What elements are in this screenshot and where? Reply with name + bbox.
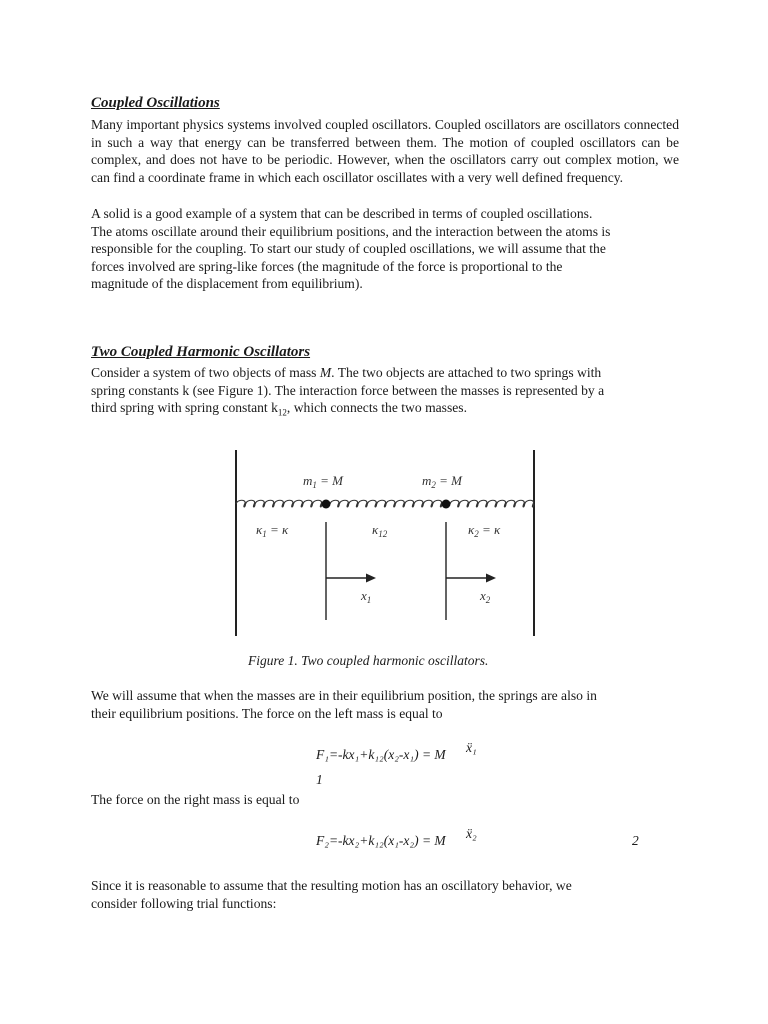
subscript: 12 (277, 407, 287, 418)
equation-1-acceleration: ẍ₁ (466, 740, 477, 755)
text-span: Consider a system of two objects of mass (91, 365, 320, 380)
mass-symbol: M (319, 365, 332, 380)
mass-1 (322, 500, 331, 509)
text-span: . The two objects are attached to two springs with (331, 365, 602, 380)
paragraph-line (91, 399, 679, 422)
figure-caption: Figure 1. Two coupled harmonic oscillators. (248, 653, 489, 668)
text-span: third spring with spring constant k (91, 400, 278, 416)
paragraph-line: spring constants k (see Figure 1). The interaction force between the masses is represented by a (91, 382, 605, 398)
paragraph-line: their equilibrium positions. The force on the left mass is equal to (91, 705, 443, 721)
paragraph-equilibrium (91, 687, 679, 722)
spring-middle (330, 500, 442, 507)
spring-12-label: $\kappa_{12}$ (372, 522, 388, 539)
spring-right (450, 500, 534, 507)
arrow-x1-head (366, 574, 376, 583)
paragraph-trial-functions (91, 877, 679, 912)
equation-2-number: 2 (632, 833, 639, 848)
paragraph-intro-text: Many important physics systems involved coupled oscillators. Coupled oscillators are oscillators connected in such a way that energy can be transferred between them. The motion of coupled oscillators can be complex, and does not have to be periodic. However, when the oscillators carry out complex motion, we can find a coordinate frame in which each oscillator oscillates with a very well defined frequency. (91, 117, 679, 185)
paragraph-line: Since it is reasonable to assume that the resulting motion has an oscillatory behavior, we (91, 878, 572, 893)
spring-left (236, 500, 322, 507)
mass-1-label: $m_1 = M$ (303, 473, 343, 490)
x1-label: $x_1$ (361, 588, 372, 605)
paragraph-line: magnitude of the displacement from equilibrium). (91, 276, 363, 292)
paragraph-line: forces involved are spring-like forces (the magnitude of the force is proportional to the (91, 258, 563, 274)
mass-2 (442, 500, 451, 509)
spring-1-label: $\kappa_1 = \kappa$ (256, 522, 289, 539)
section-heading-two-coupled: Two Coupled Harmonic Oscillators (91, 344, 311, 360)
equation-2: F₂=-kx₂+k₁₂(x₁-x₂) = M (316, 833, 446, 848)
paragraph-line: A solid is a good example of a system that can be described in terms of coupled oscillations. (91, 206, 593, 221)
paragraph-line: consider following trial functions: (91, 895, 277, 911)
paragraph-solid-example (91, 205, 679, 293)
figure-coupled-oscillators (230, 448, 542, 640)
equation-1: F₁=-kx₁+k₁₂(x₂-x₁) = M (316, 747, 446, 762)
section-heading-coupled-oscillations: Coupled Oscillations (91, 95, 220, 111)
paragraph-line (91, 364, 679, 382)
mass-2-label: $m_2 = M$ (422, 473, 462, 490)
spring-2-label: $\kappa_2 = \kappa$ (468, 522, 501, 539)
arrow-x2-head (486, 574, 496, 583)
paragraph-line: The force on the right mass is equal to (91, 792, 300, 807)
paragraph-right-mass (91, 791, 679, 809)
paragraph-line: The atoms oscillate around their equilibrium positions, and the interaction between the atoms is (91, 223, 611, 239)
equation-1-number: 1 (316, 772, 323, 787)
paragraph-line: We will assume that when the masses are in their equilibrium position, the springs are also in (91, 688, 597, 703)
x2-label: $x_2$ (480, 588, 491, 605)
paragraph-two-coupled (91, 364, 679, 423)
text-span: , which connects the two masses. (286, 400, 467, 416)
equation-2-acceleration: ẍ₂ (466, 826, 477, 841)
paragraph-line: responsible for the coupling. To start our study of coupled oscillations, we will assume that the (91, 241, 606, 257)
paragraph-intro (91, 116, 679, 186)
